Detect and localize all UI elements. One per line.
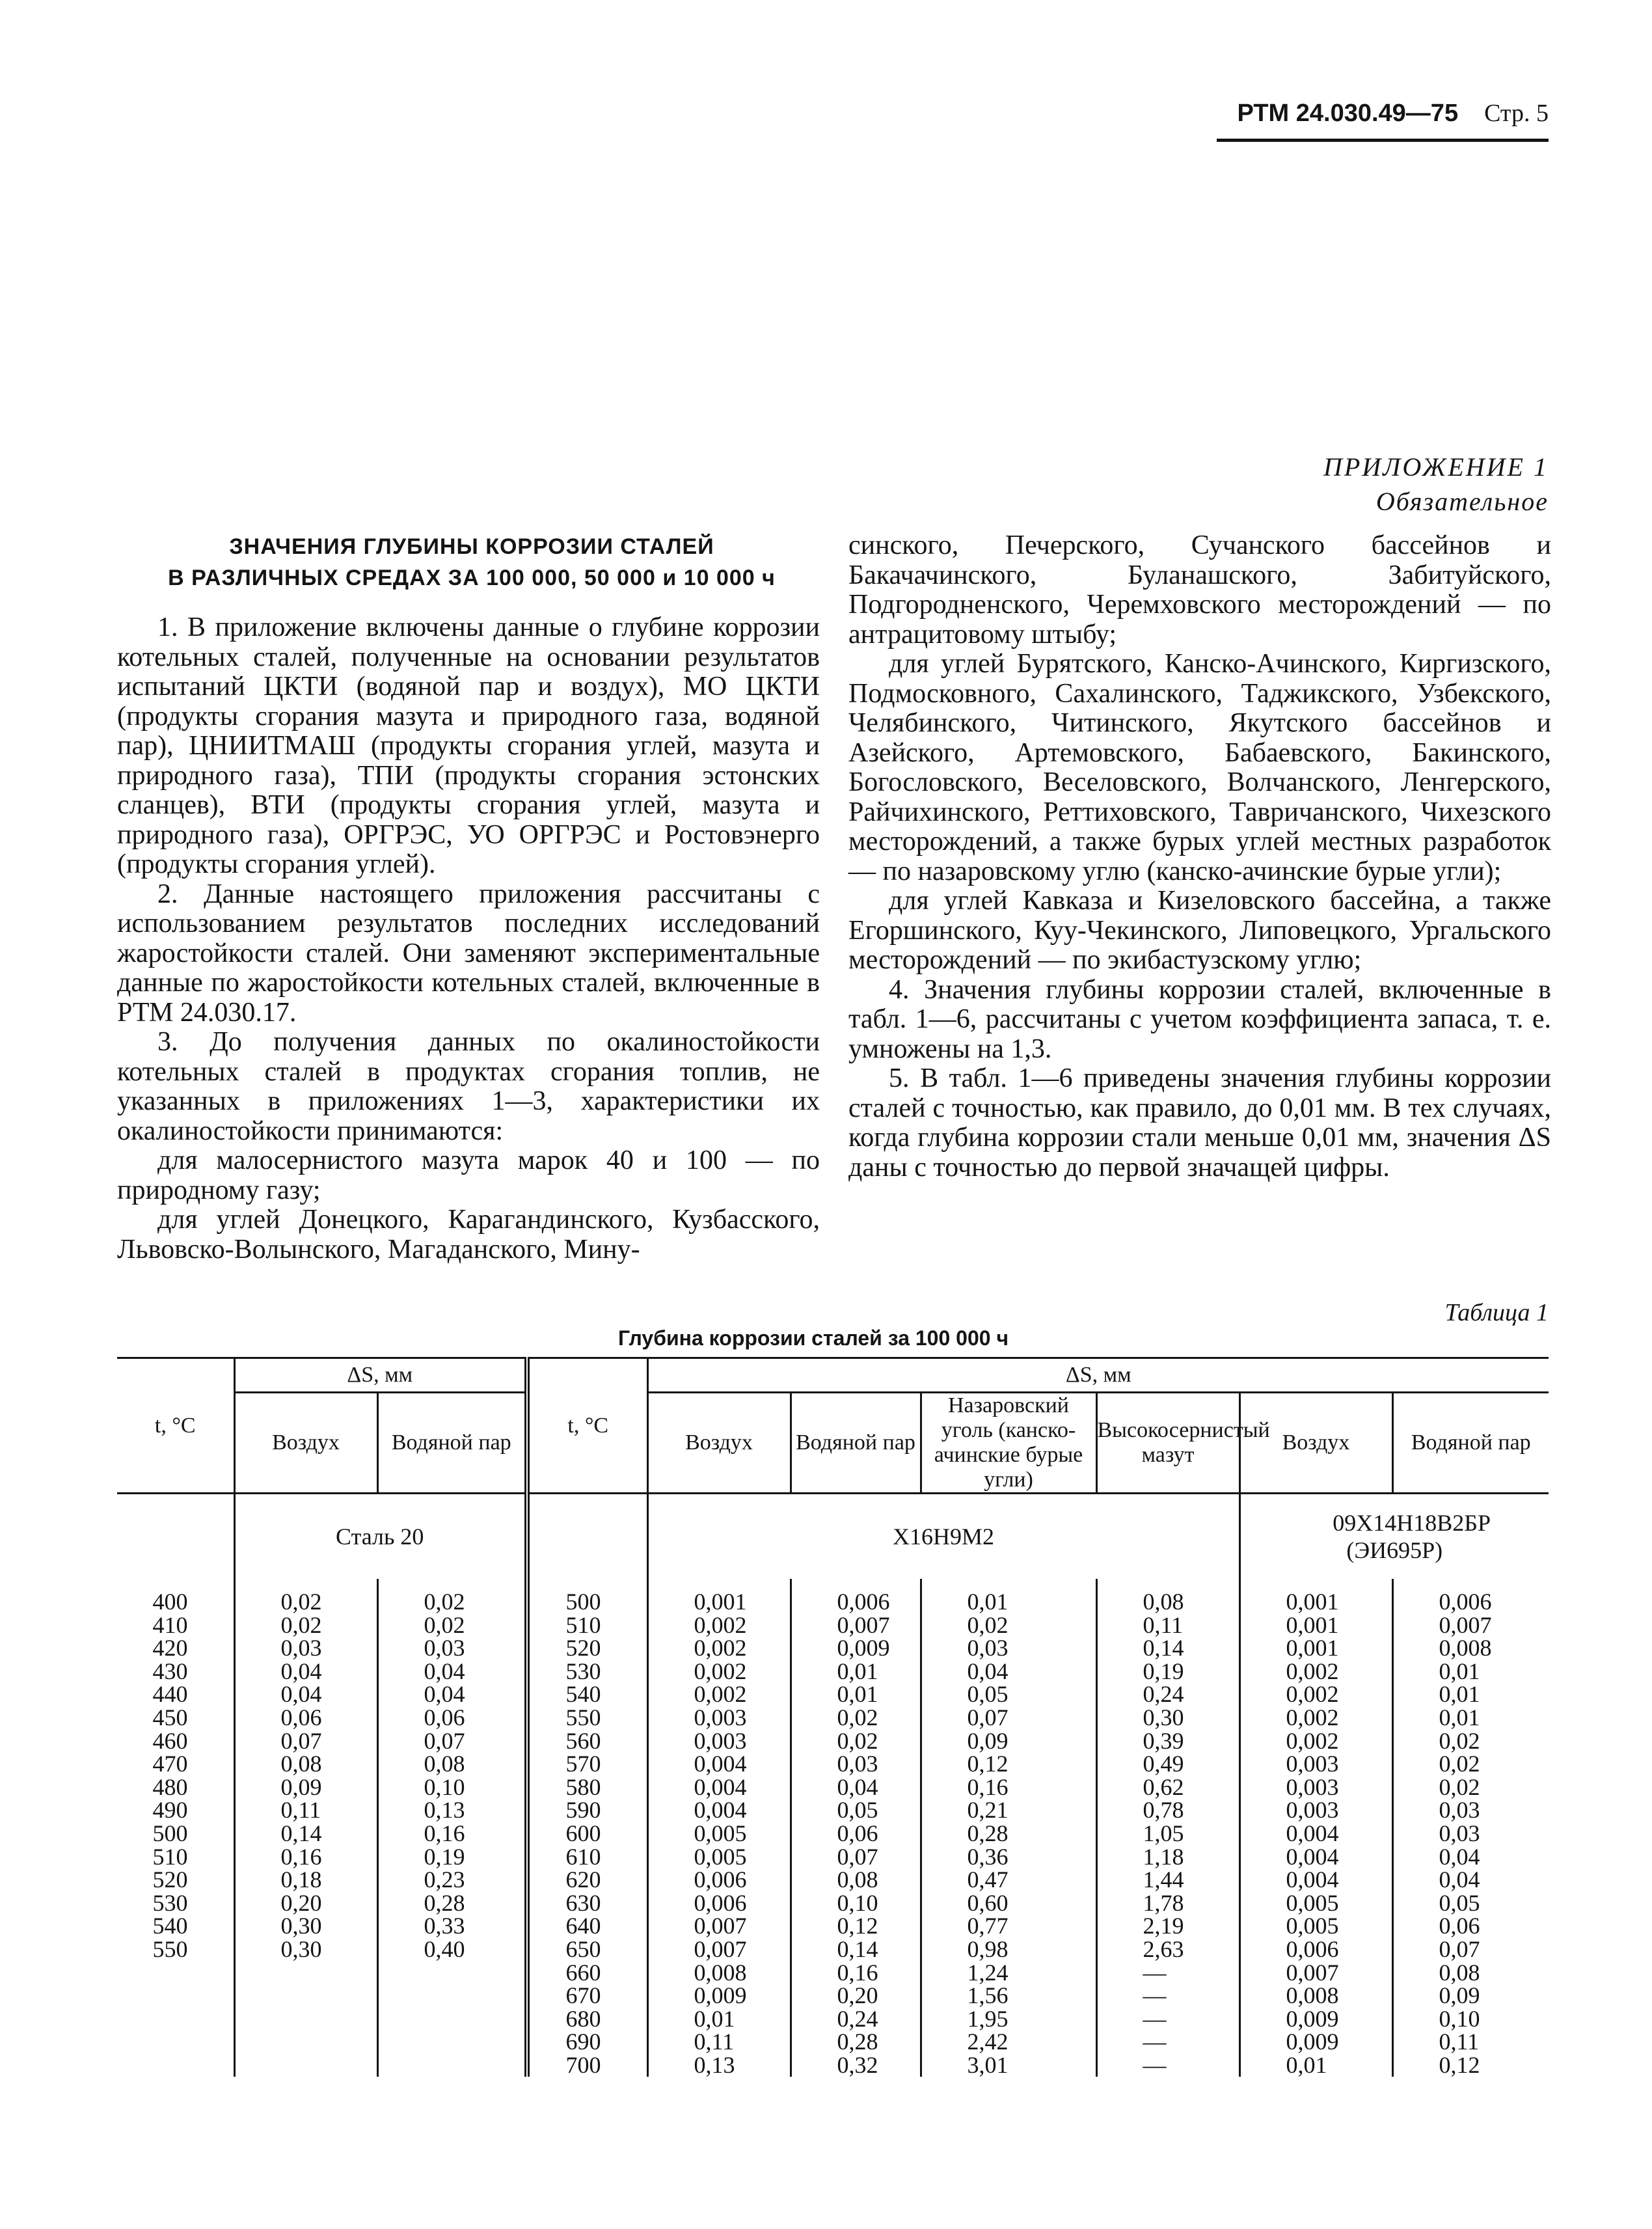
value-cell: 0,10 (1392, 2008, 1549, 2031)
value-cell: 0,12 (791, 1915, 921, 1938)
value-cell: 0,14 (1096, 1637, 1239, 1660)
value-cell: 1,24 (921, 1962, 1096, 1985)
value-cell: 0,49 (1096, 1753, 1239, 1776)
value-cell: 0,03 (234, 1637, 377, 1660)
text-column-right (848, 531, 1551, 1183)
table-row (117, 1776, 1549, 1799)
value-cell: 0,07 (791, 1846, 921, 1869)
temperature-cell: 560 (527, 1730, 647, 1753)
temperature-cell: 660 (527, 1962, 647, 1985)
value-cell: 0,24 (1096, 1683, 1239, 1706)
paragraph-3-item: для углей Донецкого, Карагандинского, Кузбасского, Львовско-Волынского, Магаданского, Мину- (117, 1205, 820, 1265)
temperature-cell: 670 (527, 1984, 647, 2008)
temperature-cell: 510 (152, 1843, 188, 1870)
document-title (124, 531, 820, 594)
value-cell: 0,005 (647, 1846, 791, 1869)
paragraph-3-item: для углей Бурятского, Канско-Ачинского, Киргизского, Подмосковного, Сахалинского, Таджикского, Узбекского, Челябинского, Читинского, Якутского бассейнов и Азейского, Артемовского, Бабаевского, Бакинского, Богословского, Веселовского, Волчанского, Ленгерского, Райчихинского, Реттиховского, Тавричанского, Чихезского месторождений, а также бурых углей местных разработок — по назаровскому углю (канско-ачинские бурые угли); (848, 649, 1551, 886)
paragraph-2: 2. Данные настоящего приложения рассчитаны с использованием результатов последних исследований жаростойкости сталей. Они заменяют экспериментальные данные по жаростойкости котельных сталей, включенные в РТМ 24.030.17. (117, 879, 820, 1028)
value-cell: 0,30 (1096, 1706, 1239, 1730)
value-cell: 0,39 (1096, 1730, 1239, 1753)
temperature-cell: 400 (152, 1589, 188, 1615)
header-rule (1217, 139, 1549, 142)
table-row (117, 2008, 1549, 2031)
value-cell: 0,06 (1392, 1915, 1549, 1938)
value-cell: 0,13 (377, 1799, 527, 1822)
value-cell: 0,002 (1239, 1730, 1392, 1753)
value-cell: 0,77 (921, 1915, 1096, 1938)
value-cell: 0,19 (1096, 1660, 1239, 1684)
value-cell: 0,06 (377, 1706, 527, 1730)
value-cell: 0,06 (234, 1706, 377, 1730)
value-cell (234, 2008, 377, 2031)
value-cell: 0,002 (647, 1637, 791, 1660)
value-cell: 1,56 (921, 1984, 1096, 2008)
table-row (117, 1938, 1549, 1962)
value-cell: 0,98 (921, 1938, 1096, 1962)
temperature-cell: 530 (527, 1660, 647, 1684)
table-number: Таблица 1 (1444, 1299, 1549, 1326)
table-row (117, 1892, 1549, 1915)
header-delta-s: ΔS, мм (234, 1358, 527, 1393)
value-cell: 0,05 (791, 1799, 921, 1822)
value-cell: 0,009 (791, 1637, 921, 1660)
value-cell: 0,11 (1096, 1614, 1239, 1637)
value-cell: 0,28 (791, 2031, 921, 2054)
value-cell: 0,007 (647, 1938, 791, 1962)
value-cell: 0,02 (377, 1614, 527, 1637)
paragraph-3-item: для углей Кавказа и Кизеловского бассейна, а также Егоршинского, Куу-Чекинского, Липовецкого, Ургальского месторождений — по экибастузскому углю; (848, 886, 1551, 975)
value-cell (377, 1984, 527, 2008)
temperature-cell: 490 (152, 1797, 188, 1824)
value-cell: 0,11 (234, 1799, 377, 1822)
value-cell: 0,60 (921, 1892, 1096, 1915)
value-cell: 0,03 (1392, 1799, 1549, 1822)
temperature-cell: 500 (152, 1820, 188, 1846)
value-cell: 0,02 (377, 1579, 527, 1614)
table-row (117, 1822, 1549, 1846)
paragraph-5: 5. В табл. 1—6 приведены значения глубины коррозии сталей с точностью, как правило, до 0,01 мм. В тех случаях, когда глубина коррозии стали меньше 0,01 мм, значения ΔS даны с точностью до первой значащей цифры. (848, 1063, 1551, 1183)
header-temperature: t, °C (117, 1358, 234, 1494)
temperature-cell: 540 (527, 1683, 647, 1706)
table-row (117, 1637, 1549, 1660)
table-title: Глубина коррозии сталей за 100 000 ч (617, 1326, 1009, 1350)
temperature-cell: 520 (527, 1637, 647, 1660)
value-cell: 0,009 (1239, 2008, 1392, 2031)
value-cell: 0,07 (234, 1730, 377, 1753)
value-cell: 0,008 (647, 1962, 791, 1985)
value-cell: 0,006 (1239, 1938, 1392, 1962)
value-cell (234, 2031, 377, 2054)
value-cell: 0,08 (377, 1753, 527, 1776)
temperature-cell: 540 (152, 1913, 188, 1939)
value-cell: 0,24 (791, 2008, 921, 2031)
value-cell: 0,003 (647, 1730, 791, 1753)
value-cell: 0,009 (1239, 2031, 1392, 2054)
value-cell: 0,03 (1392, 1822, 1549, 1846)
value-cell: 0,30 (234, 1938, 377, 1962)
value-cell: 0,007 (1392, 1614, 1549, 1637)
value-cell: 0,008 (1239, 1984, 1392, 2008)
value-cell: 0,16 (234, 1846, 377, 1869)
value-cell: 0,004 (1239, 1846, 1392, 1869)
steel-grade-text: 09Х14Н18В2БР (ЭИ695Р) (1333, 1510, 1491, 1563)
value-cell (234, 1984, 377, 2008)
value-cell: 0,12 (921, 1753, 1096, 1776)
value-cell: 0,09 (1392, 1984, 1549, 2008)
value-cell: 0,19 (377, 1846, 527, 1869)
value-cell: 0,005 (1239, 1915, 1392, 1938)
value-cell: 0,21 (921, 1799, 1096, 1822)
value-cell: 0,007 (791, 1614, 921, 1637)
value-cell: 0,10 (791, 1892, 921, 1915)
value-cell: 0,007 (1239, 1962, 1392, 1985)
value-cell: 0,001 (1239, 1614, 1392, 1637)
temperature-cell: 650 (527, 1938, 647, 1962)
header-air: Воздух (234, 1393, 377, 1494)
temperature-cell: 480 (152, 1773, 188, 1800)
value-cell: 0,08 (791, 1868, 921, 1892)
page-number: Стр. 5 (1484, 100, 1549, 127)
value-cell: 0,003 (1239, 1776, 1392, 1799)
value-cell: 1,44 (1096, 1868, 1239, 1892)
temperature-cell: 500 (527, 1579, 647, 1614)
value-cell: 0,001 (1239, 1637, 1392, 1660)
table-row (117, 1683, 1549, 1706)
value-cell: 0,08 (1096, 1579, 1239, 1614)
value-cell: 2,19 (1096, 1915, 1239, 1938)
header-steam: Водяной пар (1392, 1393, 1549, 1494)
paragraph-3-item-continued: синского, Печерского, Сучанского бассейнов и Бакачачинского, Буланашского, Забитуйского, Подгородненского, Черемховского месторождений — по антрацитовому штыбу; (848, 530, 1551, 650)
value-cell: 0,11 (647, 2031, 791, 2054)
table-row (117, 1753, 1549, 1776)
header-steam: Водяной пар (791, 1393, 921, 1494)
value-cell: 0,04 (234, 1683, 377, 1706)
table-row (117, 1846, 1549, 1869)
value-cell: 0,008 (1392, 1637, 1549, 1660)
table-row (117, 1660, 1549, 1684)
value-cell: 0,40 (377, 1938, 527, 1962)
value-cell: 0,004 (1239, 1868, 1392, 1892)
value-cell: 0,16 (921, 1776, 1096, 1799)
value-cell: — (1096, 2031, 1239, 2054)
temperature-cell: 620 (527, 1868, 647, 1892)
value-cell: 0,13 (647, 2054, 791, 2077)
temperature-cell: 450 (152, 1704, 188, 1730)
value-cell: 0,02 (1392, 1776, 1549, 1799)
value-cell: 0,28 (921, 1822, 1096, 1846)
value-cell: 1,78 (1096, 1892, 1239, 1915)
table-row (117, 1706, 1549, 1730)
header-air: Воздух (1239, 1393, 1392, 1494)
value-cell: 0,01 (1239, 2054, 1392, 2077)
value-cell: 0,01 (791, 1683, 921, 1706)
value-cell: 1,18 (1096, 1846, 1239, 1869)
paragraph-1: 1. В приложение включены данные о глубине коррозии котельных сталей, полученные на основании результатов испытаний ЦКТИ (водяной пар и воздух), МО ЦКТИ (продукты сгорания мазута и природного газа, водяной пар), ЦНИИТМАШ (продукты сгорания углей, мазута и природного газа), ТПИ (продукты сгорания эстонских сланцев), ВТИ (продукты сгорания углей, мазута и природного газа), ОРГРЭС, УО ОРГРЭС и Ростовэнерго (продукты сгорания углей). (117, 612, 820, 879)
value-cell: 0,005 (647, 1822, 791, 1846)
value-cell: 0,36 (921, 1846, 1096, 1869)
header-temperature: t, °C (527, 1358, 647, 1494)
value-cell: 2,42 (921, 2031, 1096, 2054)
value-cell: — (1096, 1962, 1239, 1985)
value-cell: 0,05 (1392, 1892, 1549, 1915)
value-cell (234, 1962, 377, 1985)
value-cell: 0,02 (791, 1730, 921, 1753)
annex-status: Обязательное (1375, 487, 1549, 516)
value-cell: 0,11 (1392, 2031, 1549, 2054)
temperature-cell (117, 2008, 234, 2031)
corrosion-depth-table (117, 1357, 1549, 2077)
steel-grade (1239, 1494, 1549, 1579)
value-cell: 0,04 (377, 1683, 527, 1706)
value-cell: 0,09 (921, 1730, 1096, 1753)
temperature-cell: 460 (152, 1727, 188, 1754)
temperature-cell: 590 (527, 1799, 647, 1822)
value-cell: 0,09 (234, 1776, 377, 1799)
value-cell: 0,04 (234, 1660, 377, 1684)
value-cell: 0,009 (647, 1984, 791, 2008)
value-cell (377, 2031, 527, 2054)
value-cell (234, 2054, 377, 2077)
header-delta-s: ΔS, мм (647, 1358, 1549, 1393)
value-cell: 0,62 (1096, 1776, 1239, 1799)
value-cell: 0,01 (1392, 1706, 1549, 1730)
value-cell: 0,28 (377, 1892, 527, 1915)
value-cell: 0,01 (791, 1660, 921, 1684)
value-cell: 0,08 (1392, 1962, 1549, 1985)
document-title-line: В РАЗЛИЧНЫХ СРЕДАХ ЗА 100 000, 50 000 и 10 000 ч (168, 566, 776, 590)
blank-cell (117, 1494, 234, 1579)
value-cell: 0,12 (1392, 2054, 1549, 2077)
value-cell: 0,006 (791, 1579, 921, 1614)
value-cell: 0,20 (234, 1892, 377, 1915)
value-cell: 0,004 (647, 1753, 791, 1776)
temperature-cell: 690 (527, 2031, 647, 2054)
temperature-cell: 610 (527, 1846, 647, 1869)
value-cell (377, 1962, 527, 1985)
value-cell: 0,006 (1392, 1579, 1549, 1614)
value-cell: 0,005 (1239, 1892, 1392, 1915)
table-row (117, 2031, 1549, 2054)
value-cell: 0,02 (1392, 1730, 1549, 1753)
value-cell: 0,02 (1392, 1753, 1549, 1776)
value-cell: 0,004 (647, 1776, 791, 1799)
value-cell: 0,20 (791, 1984, 921, 2008)
value-cell: 0,001 (1239, 1579, 1392, 1614)
table-row (117, 1799, 1549, 1822)
steel-grade: Сталь 20 (234, 1494, 527, 1579)
value-cell: 0,03 (921, 1637, 1096, 1660)
value-cell: 0,47 (921, 1868, 1096, 1892)
value-cell: 0,002 (1239, 1706, 1392, 1730)
value-cell: 0,01 (1392, 1683, 1549, 1706)
value-cell: 0,01 (1392, 1660, 1549, 1684)
value-cell: 0,002 (647, 1614, 791, 1637)
temperature-cell (117, 1962, 234, 1985)
value-cell: 0,04 (1392, 1868, 1549, 1892)
value-cell: 0,18 (234, 1868, 377, 1892)
value-cell: 0,003 (1239, 1753, 1392, 1776)
document-code: РТМ 24.030.49—75 (1237, 100, 1459, 127)
running-head (976, 98, 1549, 129)
value-cell: 0,06 (791, 1822, 921, 1846)
temperature-cell: 550 (152, 1935, 188, 1962)
table-row (117, 1614, 1549, 1637)
value-cell: 0,002 (1239, 1683, 1392, 1706)
value-cell: 0,004 (1239, 1822, 1392, 1846)
value-cell: 0,23 (377, 1868, 527, 1892)
value-cell: 3,01 (921, 2054, 1096, 2077)
temperature-cell (117, 1984, 234, 2008)
value-cell: 0,01 (921, 1579, 1096, 1614)
value-cell: 0,006 (647, 1868, 791, 1892)
value-cell: 0,03 (791, 1753, 921, 1776)
value-cell: 0,08 (234, 1753, 377, 1776)
value-cell: 0,32 (791, 2054, 921, 2077)
value-cell: 0,10 (377, 1776, 527, 1799)
temperature-cell (117, 2054, 234, 2077)
value-cell: 0,01 (647, 2008, 791, 2031)
temperature-cell: 570 (527, 1753, 647, 1776)
value-cell (377, 2054, 527, 2077)
value-cell: 0,04 (791, 1776, 921, 1799)
value-cell: — (1096, 2008, 1239, 2031)
value-cell: 0,002 (647, 1660, 791, 1684)
header-steam: Водяной пар (377, 1393, 527, 1494)
value-cell: 1,95 (921, 2008, 1096, 2031)
value-cell: 0,03 (377, 1637, 527, 1660)
temperature-cell: 520 (152, 1867, 188, 1893)
paragraph-4: 4. Значения глубины коррозии сталей, включенные в табл. 1—6, рассчитаны с учетом коэффициента запаса, т. е. умножены на 1,3. (848, 974, 1551, 1064)
value-cell: 0,003 (647, 1706, 791, 1730)
paragraph-3-item: для малосернистого мазута марок 40 и 100 — по природному газу; (117, 1145, 820, 1205)
temperature-cell: 430 (152, 1658, 188, 1684)
table-row (117, 1915, 1549, 1938)
value-cell: 0,07 (921, 1706, 1096, 1730)
value-cell: 0,16 (791, 1962, 921, 1985)
value-cell: 0,04 (921, 1660, 1096, 1684)
blank-cell (527, 1494, 647, 1579)
temperature-cell: 630 (527, 1892, 647, 1915)
value-cell: 0,02 (791, 1706, 921, 1730)
value-cell: 0,05 (921, 1683, 1096, 1706)
value-cell: 0,001 (647, 1579, 791, 1614)
header-air: Воздух (647, 1393, 791, 1494)
value-cell: 0,14 (791, 1938, 921, 1962)
table-row (117, 1730, 1549, 1753)
value-cell: 0,004 (647, 1799, 791, 1822)
value-cell: 0,14 (234, 1822, 377, 1846)
value-cell: 0,78 (1096, 1799, 1239, 1822)
text-column-left (117, 613, 820, 1265)
temperature-cell: 680 (527, 2008, 647, 2031)
value-cell: 0,04 (377, 1660, 527, 1684)
temperature-cell (117, 2031, 234, 2054)
annex-label: ПРИЛОЖЕНИЕ 1 (1323, 452, 1549, 482)
value-cell: 2,63 (1096, 1938, 1239, 1962)
value-cell: 0,02 (234, 1579, 377, 1614)
temperature-cell: 530 (152, 1889, 188, 1916)
value-cell: 0,002 (1239, 1660, 1392, 1684)
value-cell: 0,07 (1392, 1938, 1549, 1962)
value-cell: — (1096, 1984, 1239, 2008)
table-row (117, 2054, 1549, 2077)
value-cell: 0,003 (1239, 1799, 1392, 1822)
table-body (117, 1579, 1549, 2077)
steel-grade: Х16Н9М2 (647, 1494, 1239, 1579)
temperature-cell: 580 (527, 1776, 647, 1799)
temperature-cell: 600 (527, 1822, 647, 1846)
value-cell: 0,02 (234, 1614, 377, 1637)
temperature-cell: 550 (527, 1706, 647, 1730)
value-cell: 0,007 (647, 1915, 791, 1938)
header-high-sulfur-fuel-oil: Высокосернистый мазут (1096, 1393, 1239, 1494)
value-cell: — (1096, 2054, 1239, 2077)
temperature-cell: 700 (527, 2054, 647, 2077)
temperature-cell: 510 (527, 1614, 647, 1637)
value-cell: 0,33 (377, 1915, 527, 1938)
temperature-cell: 420 (152, 1635, 188, 1661)
value-cell: 0,30 (234, 1915, 377, 1938)
table-row (117, 1962, 1549, 1985)
temperature-cell: 440 (152, 1681, 188, 1708)
value-cell: 0,04 (1392, 1846, 1549, 1869)
temperature-cell: 640 (527, 1915, 647, 1938)
value-cell: 1,05 (1096, 1822, 1239, 1846)
value-cell: 0,07 (377, 1730, 527, 1753)
table-row (117, 1579, 1549, 1614)
temperature-cell: 410 (152, 1611, 188, 1638)
value-cell: 0,002 (647, 1683, 791, 1706)
table-row (117, 1984, 1549, 2008)
value-cell: 0,006 (647, 1892, 791, 1915)
value-cell (377, 2008, 527, 2031)
table-row (117, 1868, 1549, 1892)
value-cell: 0,02 (921, 1614, 1096, 1637)
value-cell: 0,16 (377, 1822, 527, 1846)
header-nazarovo-coal: Назаровский уголь (канско-ачинские бурые угли) (921, 1393, 1096, 1494)
temperature-cell: 470 (152, 1751, 188, 1777)
paragraph-3: 3. До получения данных по окалиностойкости котельных сталей в продуктах сгорания топлив, не указанных в приложениях 1—3, характеристики их окалиностойкости принимаются: (117, 1027, 820, 1146)
document-title-line: ЗНАЧЕНИЯ ГЛУБИНЫ КОРРОЗИИ СТАЛЕЙ (229, 534, 714, 559)
